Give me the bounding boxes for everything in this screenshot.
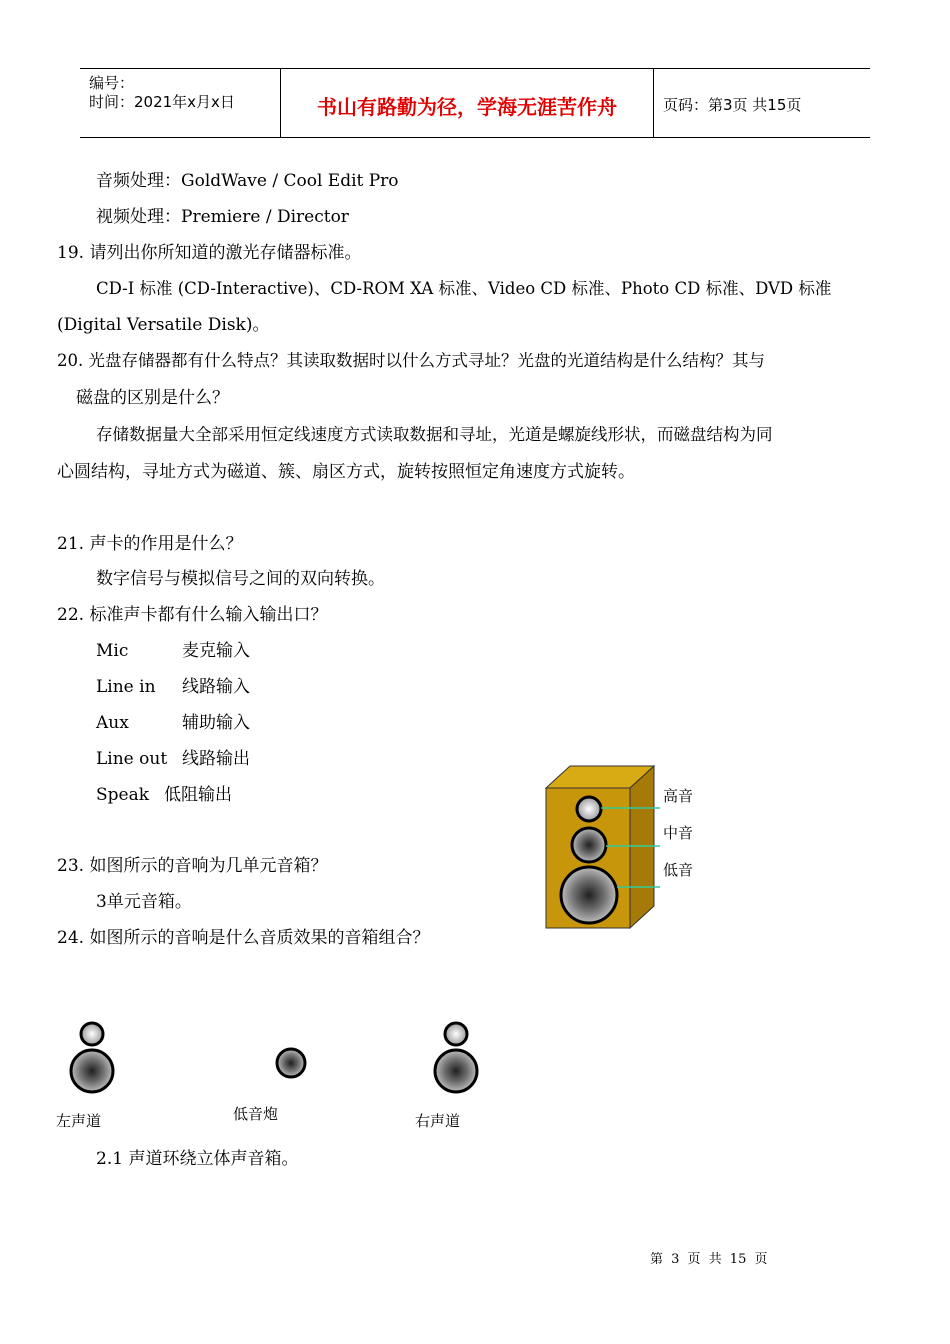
page-footer: 第 3 页 共 15 页 (650, 1252, 768, 1267)
header-motto-cell (281, 69, 654, 137)
port-row (96, 748, 250, 770)
video-tools: 视频处理：Premiere / Director (96, 207, 349, 227)
question-23: 23. 如图所示的音响为几单元音箱？ (57, 856, 328, 876)
subwoofer-icon (277, 1049, 305, 1077)
port-desc: 线路输入 (182, 677, 250, 697)
port-name: Line in (96, 677, 156, 697)
label-bass: 低音 (663, 861, 694, 879)
port-row (96, 676, 250, 698)
question-24: 24. 如图所示的音响是什么音质效果的音箱组合？ (57, 928, 430, 948)
label-left-channel: 左声道 (56, 1112, 102, 1130)
answer-21: 数字信号与模拟信号之间的双向转换。 (96, 569, 385, 589)
port-desc: 低阻输出 (164, 785, 232, 805)
audio-tools: 音频处理：GoldWave / Cool Edit Pro (96, 171, 399, 191)
answer-19-line1: CD-I 标准 (CD-Interactive)、CD-ROM XA 标准、Video CD 标准、Photo CD 标准、DVD 标准 (96, 279, 832, 298)
label-right-channel: 右声道 (415, 1112, 461, 1130)
woofer-icon (561, 867, 617, 923)
port-desc: 辅助输入 (182, 713, 250, 733)
question-21: 21. 声卡的作用是什么？ (57, 534, 243, 554)
number-label: 编号： (89, 74, 135, 92)
cabinet-side (630, 766, 654, 928)
motto: 书山有路勤为径，学海无涯苦作舟 (317, 95, 617, 119)
question-20-line2: 磁盘的区别是什么？ (76, 388, 229, 408)
port-desc: 麦克输入 (182, 641, 250, 661)
left-speaker-icon (71, 1023, 113, 1092)
port-name: Mic (96, 641, 129, 661)
answer-24: 2.1 声道环绕立体声音箱。 (96, 1149, 299, 1169)
header-page-cell (654, 69, 870, 137)
page-header (80, 68, 870, 138)
question-19: 19. 请列出你所知道的激光存储器标准。 (57, 243, 362, 263)
label-subwoofer: 低音炮 (233, 1105, 279, 1123)
port-row (96, 640, 250, 662)
port-row (96, 784, 232, 806)
speaker-cabinet-figure (540, 760, 660, 932)
port-name: Speak (96, 785, 150, 805)
port-row (96, 712, 250, 734)
date-label: 时间：2021年x月x日 (89, 93, 235, 111)
port-name: Aux (96, 713, 129, 733)
page-info: 页码：第3页 共15页 (663, 96, 802, 114)
label-mid: 中音 (663, 824, 694, 842)
answer-19-line2: (Digital Versatile Disk)。 (57, 315, 270, 335)
answer-20-line2: 心圆结构，寻址方式为磁道、簇、扇区方式，旋转按照恒定角速度方式旋转。 (57, 462, 635, 482)
port-desc: 线路输出 (182, 749, 250, 769)
surround-figure (60, 1015, 500, 1100)
midrange-icon (572, 828, 606, 862)
port-name: Line out (96, 749, 168, 769)
header-meta-cell (80, 69, 281, 137)
question-20-line1: 20. 光盘存储器都有什么特点？其读取数据时以什么方式寻址？光盘的光道结构是什么结构？其与 (57, 351, 765, 370)
right-speaker-icon (435, 1023, 477, 1092)
answer-20-line1: 存储数据量大全部采用恒定线速度方式读取数据和寻址，光道是螺旋线形状，而磁盘结构为同 (96, 425, 773, 444)
question-22: 22. 标准声卡都有什么输入输出口？ (57, 605, 328, 625)
label-treble: 高音 (663, 787, 694, 805)
answer-23: 3单元音箱。 (96, 892, 192, 912)
tweeter-icon (577, 797, 601, 821)
